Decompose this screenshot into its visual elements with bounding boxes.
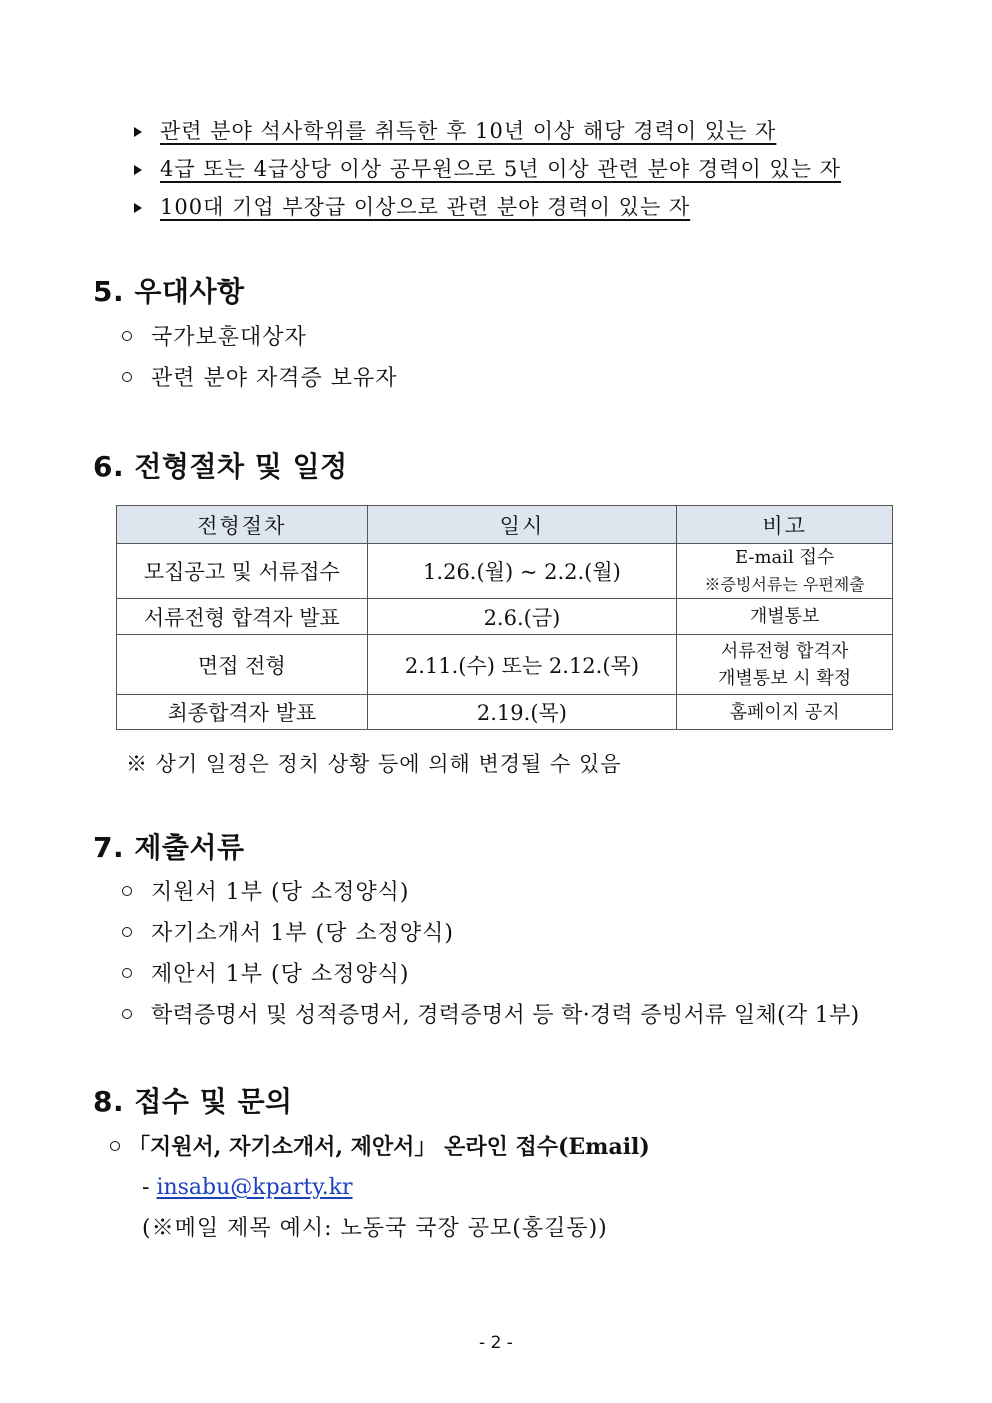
- schedule-note: ※ 상기 일정은 정치 상황 등에 의해 변경될 수 있음: [126, 752, 622, 776]
- step-cell: 서류전형 합격자 발표: [117, 599, 368, 635]
- list-item-text: 국가보훈대상자: [151, 325, 307, 350]
- qualification-item: [128, 188, 841, 226]
- list-item: [122, 872, 859, 913]
- section-5-heading: 5. 우대사항: [93, 275, 245, 308]
- qualification-list: [128, 112, 841, 226]
- step-cell: 면접 전형: [117, 635, 368, 695]
- list-item-text: 관련 분야 자격증 보유자: [151, 366, 398, 391]
- note-cell: 개별통보: [677, 599, 893, 635]
- note-line: ※증빙서류는 우편제출: [704, 575, 865, 594]
- circle-bullet-icon: [122, 1009, 132, 1019]
- note-cell: 홈페이지 공지: [677, 695, 893, 730]
- date-cell: 2.19.(목): [367, 695, 677, 730]
- page-number: - 2 -: [479, 1333, 513, 1353]
- table-row: [117, 695, 893, 730]
- header-cell: 비고: [677, 506, 893, 544]
- schedule-table: [116, 505, 893, 730]
- list-item-text: 학력증명서 및 성적증명서, 경력증명서 등 학·경력 증빙서류 일체(각 1부): [151, 1003, 860, 1028]
- online-submission-text: 「지원서, 자기소개서, 제안서」 온라인 접수(Email): [128, 1134, 650, 1160]
- section-6-heading: 6. 전형절차 및 일정: [93, 450, 348, 483]
- triangle-bullet-icon: [134, 165, 142, 175]
- date-cell: 1.26.(월) ~ 2.2.(월): [367, 544, 677, 599]
- circle-bullet-icon: [122, 927, 132, 937]
- triangle-bullet-icon: [134, 203, 142, 213]
- table-row: [117, 544, 893, 599]
- note-line: E-mail 접수: [734, 547, 835, 568]
- list-item-text: 지원서 1부 (당 소정양식): [151, 880, 410, 905]
- table-row: [117, 635, 893, 695]
- list-item: [122, 358, 398, 399]
- qualification-item: [128, 112, 841, 150]
- preference-list: [122, 317, 398, 399]
- contact-block: [110, 1127, 650, 1249]
- step-cell: 최종합격자 발표: [117, 695, 368, 730]
- circle-bullet-icon: [122, 968, 132, 978]
- documents-list: [122, 872, 859, 1036]
- circle-bullet-icon: [110, 1141, 120, 1151]
- date-cell: 2.6.(금): [367, 599, 677, 635]
- header-cell: 전형절차: [117, 506, 368, 544]
- list-item: [122, 995, 859, 1036]
- circle-bullet-icon: [122, 886, 132, 896]
- table-row: [117, 599, 893, 635]
- note-cell: [677, 635, 893, 695]
- qualification-text: 관련 분야 석사학위를 취득한 후 10년 이상 해당 경력이 있는 자: [160, 119, 777, 143]
- list-item: [122, 317, 398, 358]
- qualification-item: [128, 150, 841, 188]
- note-cell: [677, 544, 893, 599]
- note-line: 개별통보 시 확정: [718, 667, 852, 689]
- circle-bullet-icon: [122, 331, 132, 341]
- section-7-heading: 7. 제출서류: [93, 831, 245, 864]
- email-line: [142, 1167, 650, 1209]
- header-cell: 일시: [367, 506, 677, 544]
- email-link[interactable]: insabu@kparty.kr: [156, 1175, 353, 1200]
- table-header-row: [117, 506, 893, 544]
- note-line: 서류전형 합격자: [720, 640, 849, 662]
- triangle-bullet-icon: [134, 127, 142, 137]
- email-subject-example: (※메일 제목 예시: 노동국 국장 공모(홍길동)): [142, 1216, 608, 1241]
- list-item-text: 제안서 1부 (당 소정양식): [151, 962, 410, 987]
- qualification-text: 4급 또는 4급상당 이상 공무원으로 5년 이상 관련 분야 경력이 있는 자: [160, 157, 841, 181]
- list-item: [122, 954, 859, 995]
- circle-bullet-icon: [122, 372, 132, 382]
- section-8-heading: 8. 접수 및 문의: [93, 1085, 293, 1118]
- list-item: [122, 913, 859, 954]
- qualification-text: 100대 기업 부장급 이상으로 관련 분야 경력이 있는 자: [160, 195, 691, 219]
- dash: -: [142, 1175, 150, 1200]
- date-cell: 2.11.(수) 또는 2.12.(목): [367, 635, 677, 695]
- list-item-text: 자기소개서 1부 (당 소정양식): [151, 921, 454, 946]
- step-cell: 모집공고 및 서류접수: [117, 544, 368, 599]
- online-submission: [110, 1127, 650, 1167]
